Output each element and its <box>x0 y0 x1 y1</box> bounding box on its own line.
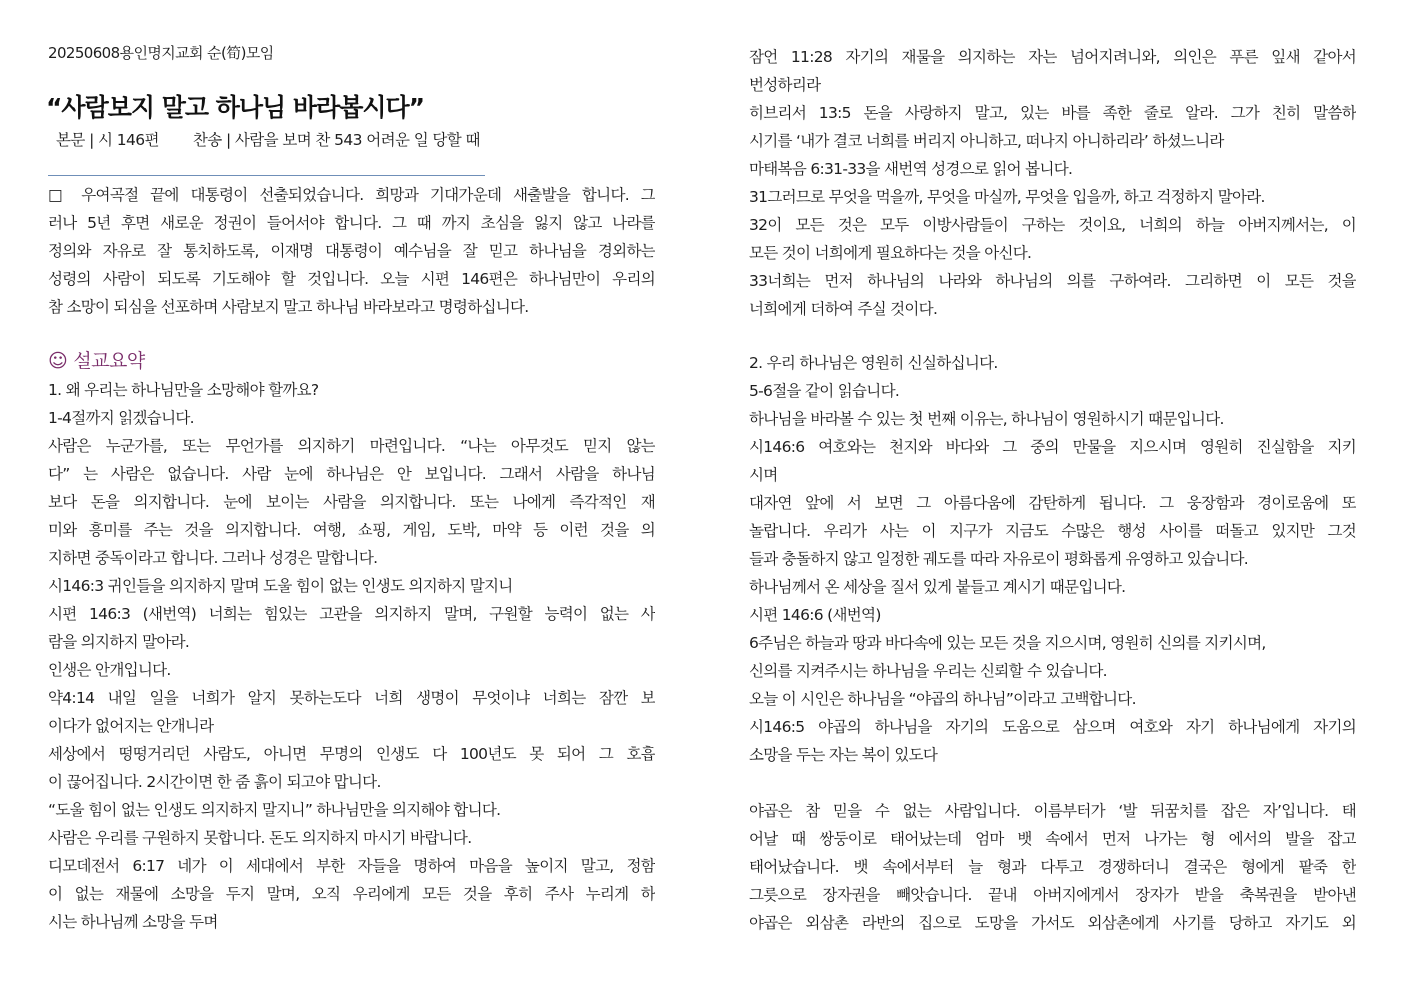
intro-line: □ 우여곡절 끝에 대통령이 선출되었습니다. 희망과 기대가운데 새출발을 합니다. 그 <box>48 186 655 204</box>
hymn-reference: 찬송 | 사람을 보며 찬 543 어려운 일 당할 때 <box>192 131 480 149</box>
body-line: 들과 충돌하지 않고 일정한 궤도를 따라 자유로이 평화롭게 유영하고 있습니다. <box>749 550 1249 568</box>
summary-line: 인생은 안개입니다. <box>48 661 171 679</box>
body-line: 소망을 두는 자는 복이 있도다 <box>749 746 938 764</box>
summary-line: 이 끊어집니다. 2시간이면 한 줌 흙이 되고야 맙니다. <box>48 773 381 791</box>
body-line: 마태복음 6:31-33을 새번역 성경으로 읽어 봅니다. <box>749 160 1073 178</box>
summary-line: “도울 힘이 없는 인생도 의지하지 말지니” 하나님만을 의지해야 합니다. <box>48 801 501 819</box>
summary-line: 미와 흥미를 주는 것을 의지합니다. 여행, 쇼핑, 게임, 도박, 마약 등 이런 것을 의 <box>48 521 655 539</box>
body-line: 시편 146:6 (새번역) <box>749 606 881 624</box>
bulletin-header: 20250608용인명지교회 순(筍)모임 <box>48 44 274 62</box>
intro-line: 정의와 자유로 잘 통치하도록, 이재명 대통령이 예수님을 잘 믿고 하나님을 경외하는 <box>48 242 655 260</box>
body-line: 하나님을 바라볼 수 있는 첫 번째 이유는, 하나님이 영원하시기 때문입니다. <box>749 410 1224 428</box>
body-line: 놀랍니다. 우리가 사는 이 지구가 지금도 수많은 행성 사이를 떠돌고 있지만 그것 <box>749 522 1356 540</box>
body-line: 너희에게 더하여 주실 것이다. <box>749 300 938 318</box>
summary-line: 사람은 우리를 구원하지 못합니다. 돈도 의지하지 마시기 바랍니다. <box>48 829 472 847</box>
body-line: 시146:5 야곱의 하나님을 자기의 도움으로 삼으며 여호와 자기 하나님에게 자기의 <box>749 718 1356 736</box>
sermon-title: “사람보지 말고 하나님 바라봅시다” <box>46 93 425 122</box>
summary-line: 시편 146:3 (새번역) 너희는 힘있는 고관을 의지하지 말며, 구원할 능력이 없는 사 <box>48 605 655 623</box>
summary-line: 디모데전서 6:17 네가 이 세대에서 부한 자들을 명하여 마음을 높이지 말고, 정함 <box>48 857 655 875</box>
body-line: 야곱은 참 믿을 수 없는 사람입니다. 이름부터가 ‘발 뒤꿈치를 잡은 자’입니다. 태 <box>749 802 1356 820</box>
body-line: 신의를 지켜주시는 하나님을 우리는 신뢰할 수 있습니다. <box>749 662 1107 680</box>
intro-line: 러나 5년 후면 새로운 정권이 들어서야 합니다. 그 때 까지 초심을 잃지 않고 나라를 <box>48 214 655 232</box>
body-line: 히브리서 13:5 돈을 사랑하지 말고, 있는 바를 족한 줄로 알라. 그가 친히 말씀하 <box>749 104 1356 122</box>
summary-line: 람을 의지하지 말아라. <box>48 633 190 651</box>
summary-line: 시146:3 귀인들을 의지하지 말며 도울 힘이 없는 인생도 의지하지 말지니 <box>48 577 513 595</box>
summary-heading <box>48 346 145 376</box>
sermon-meta <box>56 128 480 150</box>
body-line: 야곱은 외삼촌 라반의 집으로 도망을 가서도 외삼촌에게 사기를 당하고 자기도 외 <box>749 914 1356 932</box>
body-line: 32이 모든 것은 모두 이방사람들이 구하는 것이요, 너희의 하늘 아버지께서는, 이 <box>749 216 1356 234</box>
body-line: 시며 <box>749 466 778 484</box>
title-divider <box>48 175 485 176</box>
body-line: 31그러므로 무엇을 먹을까, 무엇을 마실까, 무엇을 입을까, 하고 걱정하지 말아라. <box>749 188 1265 206</box>
summary-line: 사람은 누군가를, 또는 무언가를 의지하기 마련입니다. “나는 아무것도 믿지 않는 <box>48 437 655 455</box>
body-line: 어날 때 쌍둥이로 태어났는데 엄마 뱃 속에서 먼저 나가는 형 에서의 발을 잡고 <box>749 830 1356 848</box>
summary-line: 보다 돈을 의지합니다. 눈에 보이는 사람을 의지합니다. 또는 나에게 즉각적인 재 <box>48 493 655 511</box>
body-line: 그릇으로 장자권을 빼앗습니다. 끝내 아버지에게서 장자가 받을 축복권을 받아낸 <box>749 886 1356 904</box>
body-line: 잠언 11:28 자기의 재물을 의지하는 자는 넘어지려니와, 의인은 푸른 잎새 같아서 <box>749 48 1356 66</box>
body-line: 태어났습니다. 뱃 속에서부터 늘 형과 다투고 경쟁하더니 결국은 형에게 팥죽 한 <box>749 858 1356 876</box>
smiley-icon: ☺ <box>48 350 68 372</box>
body-line: 오늘 이 시인은 하나님을 “야곱의 하나님”이라고 고백합니다. <box>749 690 1136 708</box>
body-line: 33너희는 먼저 하나님의 나라와 하나님의 의를 구하여라. 그리하면 이 모든 것을 <box>749 272 1356 290</box>
summary-line: 다” 는 사람은 없습니다. 사람 눈에 하나님은 안 보입니다. 그래서 사람을 하나님 <box>48 465 655 483</box>
summary-line: 지하면 중독이라고 합니다. 그러나 성경은 말합니다. <box>48 549 378 567</box>
summary-line: 시는 하나님께 소망을 두며 <box>48 913 218 931</box>
body-line: 시기를 ‘내가 결코 너희를 버리지 아니하고, 떠나지 아니하리라’ 하셨느니라 <box>749 132 1224 150</box>
summary-heading-text: 설교요약 <box>73 350 145 372</box>
body-line: 5-6절을 같이 읽습니다. <box>749 382 900 400</box>
body-line: 대자연 앞에 서 보면 그 아름다움에 감탄하게 됩니다. 그 웅장함과 경이로움에 또 <box>749 494 1356 512</box>
summary-line: 이 없는 재물에 소망을 두지 말며, 오직 우리에게 모든 것을 후히 주사 누리게 하 <box>48 885 655 903</box>
intro-line: 참 소망이 되심을 선포하며 사람보지 말고 하나님 바라보라고 명령하십니다. <box>48 298 529 316</box>
summary-line: 1-4절까지 읽겠습니다. <box>48 409 194 427</box>
summary-line: 1. 왜 우리는 하나님만을 소망해야 할까요? <box>48 381 319 399</box>
body-line: 시146:6 여호와는 천지와 바다와 그 중의 만물을 지으시며 영원히 진실함을 지키 <box>749 438 1356 456</box>
body-line: 번성하리라 <box>749 76 821 94</box>
body-line: 모든 것이 너희에게 필요하다는 것을 아신다. <box>749 244 1032 262</box>
scripture-reference: 본문 | 시 146편 <box>56 131 159 149</box>
summary-line: 이다가 없어지는 안개니라 <box>48 717 214 735</box>
intro-line: 성령의 사람이 되도록 기도해야 할 것입니다. 오늘 시편 146편은 하나님만이 우리의 <box>48 270 655 288</box>
summary-line: 약4:14 내일 일을 너희가 알지 못하는도다 너희 생명이 무엇이냐 너희는 잠깐 보 <box>48 689 655 707</box>
body-line: 6주님은 하늘과 땅과 바다속에 있는 모든 것을 지으시며, 영원히 신의를 지키시며, <box>749 634 1266 652</box>
summary-line: 세상에서 떵떵거리던 사람도, 아니면 무명의 인생도 다 100년도 못 되어 그 호흡 <box>48 745 655 763</box>
body-line: 하나님께서 온 세상을 질서 있게 붙들고 계시기 때문입니다. <box>749 578 1126 596</box>
body-line: 2. 우리 하나님은 영원히 신실하십니다. <box>749 354 998 372</box>
